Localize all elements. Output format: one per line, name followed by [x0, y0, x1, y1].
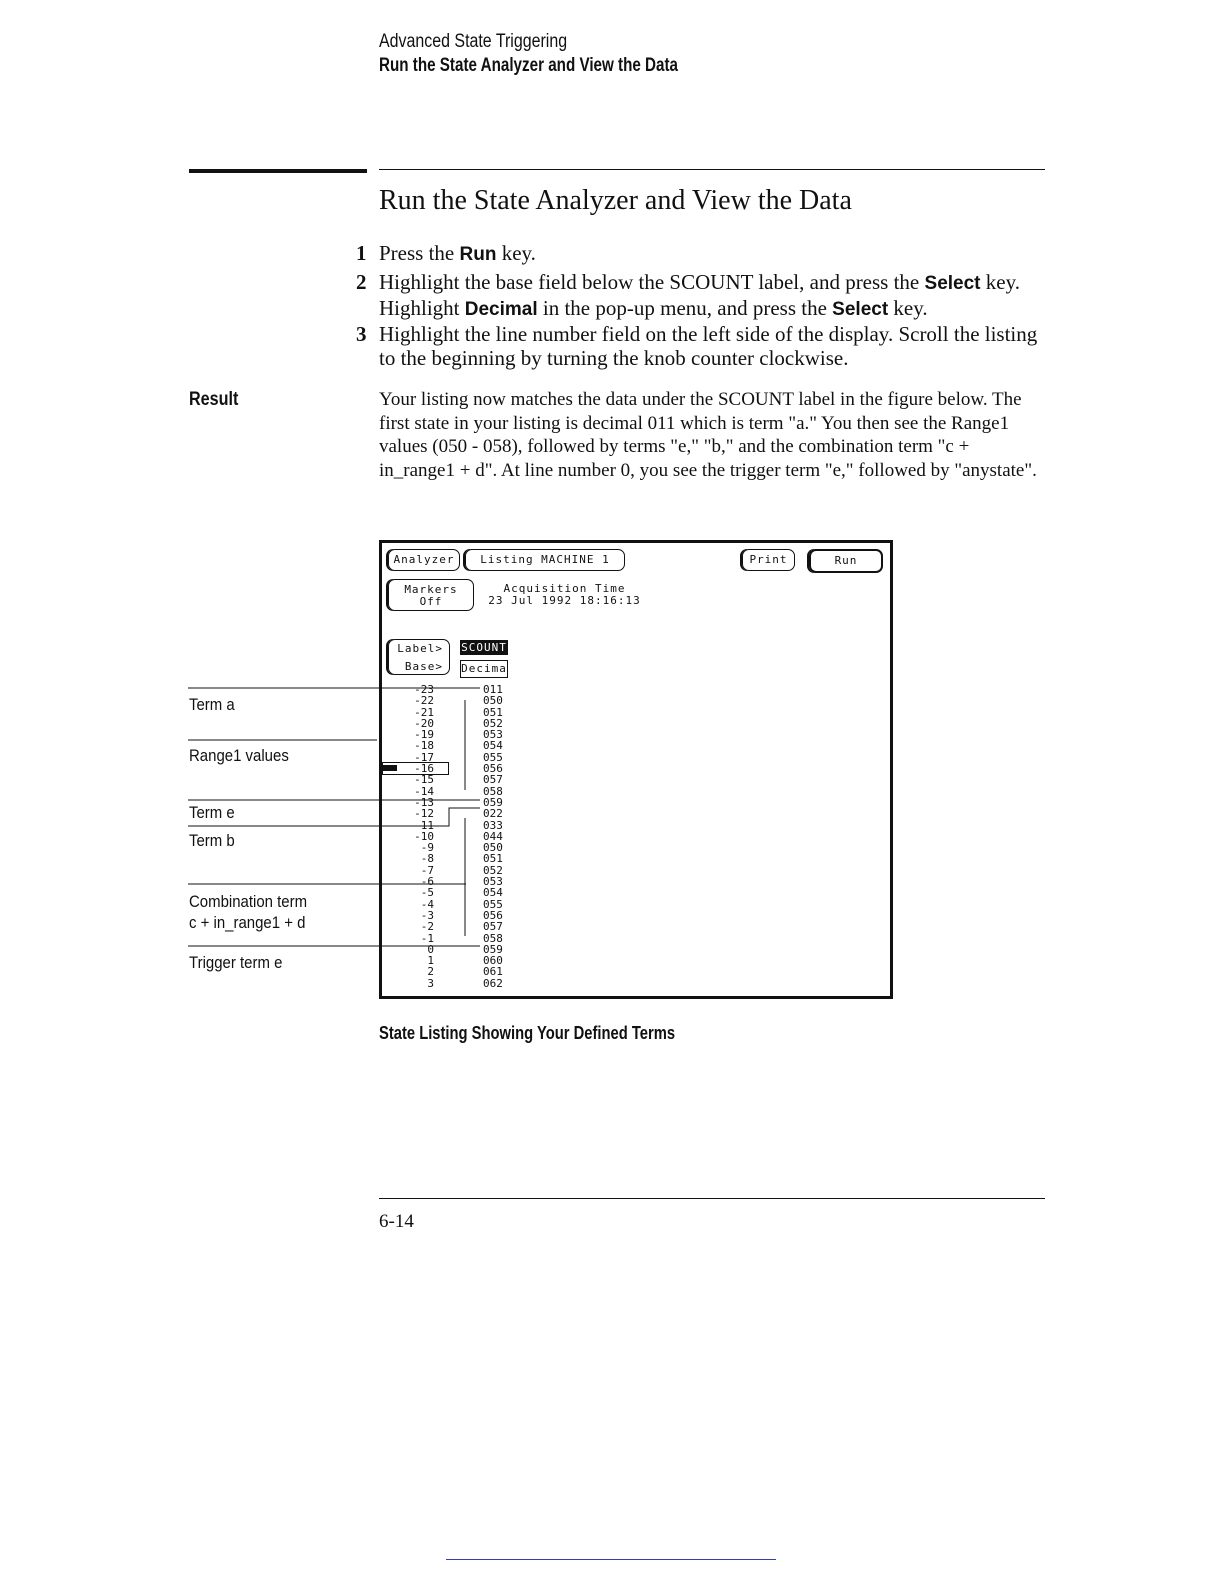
scount-value: 050 [483, 841, 503, 855]
line-number: -23 [414, 683, 434, 696]
select-key-name: Select [924, 273, 981, 294]
step-number: 2 [356, 270, 367, 294]
scount-value: 055 [483, 750, 503, 764]
scount-value: 058 [483, 784, 503, 798]
line-number: -20 [414, 716, 434, 730]
running-header-chapter: Advanced State Triggering [379, 31, 568, 52]
line-number: -21 [414, 705, 434, 719]
base-field-label: Base> [404, 660, 443, 673]
line-number: -18 [414, 739, 434, 753]
acquisition-timestamp: 23 Jul 1992 18:16:13 [488, 594, 641, 607]
line-number: -2 [420, 920, 434, 934]
run-key-name: Run [459, 244, 497, 265]
line-number: -5 [420, 886, 434, 900]
line-number: -19 [414, 728, 434, 742]
run-button[interactable]: Run [809, 549, 883, 573]
line-number: -9 [420, 841, 434, 855]
scount-value: 055 [483, 897, 503, 911]
leader-term-b [188, 808, 480, 826]
scount-value: 056 [483, 762, 503, 776]
scount-value: 059 [483, 795, 503, 809]
scount-value: 057 [483, 773, 503, 787]
label-field-label: Label> [397, 642, 443, 655]
line-number: -16 [414, 762, 434, 776]
line-number: -10 [414, 829, 434, 843]
select-key-name: Select [832, 299, 889, 320]
scount-value: 058 [483, 931, 503, 945]
decimal-option-name: Decimal [464, 299, 538, 320]
scount-value: 050 [483, 694, 503, 708]
step-text: key. Highlight [379, 270, 1020, 320]
line-number: 3 [427, 976, 434, 990]
scount-value: 053 [483, 728, 503, 742]
line-number: -17 [414, 750, 434, 764]
print-button[interactable]: Print [742, 549, 795, 571]
line-number: -4 [420, 897, 434, 911]
line-number: -1 [420, 931, 434, 945]
callout-range1-values: Range1 values [189, 746, 289, 765]
markers-value: Off [419, 595, 443, 608]
callout-trigger-term-e: Trigger term e [189, 953, 283, 972]
line-number: 0 [427, 942, 434, 956]
scount-label[interactable]: SCOUNT [461, 641, 507, 654]
scount-value: 057 [483, 920, 503, 934]
callout-term-a: Term a [189, 695, 235, 714]
line-number: -15 [414, 773, 434, 787]
base-decimal-field[interactable]: Decima [460, 660, 508, 678]
step-number: 3 [356, 322, 367, 346]
scount-value: 054 [483, 886, 503, 900]
scount-value: 051 [483, 705, 503, 719]
step-text: in the pop-up menu, and press the [537, 296, 833, 320]
scount-value: 033 [483, 818, 503, 832]
line-number: -8 [420, 852, 434, 866]
line-number: -14 [414, 784, 434, 798]
scount-value: 011 [483, 683, 503, 696]
scount-value: 060 [483, 954, 503, 968]
line-number: 2 [427, 965, 434, 979]
scount-value: 022 [483, 807, 503, 821]
page-number: 6-14 [379, 1211, 414, 1232]
scount-value: 054 [483, 739, 503, 753]
step-text: Highlight the base field below the SCOUNT label, and press the [379, 270, 925, 294]
analyzer-button[interactable]: Analyzer [388, 549, 460, 571]
scount-value: 056 [483, 908, 503, 922]
footer-rule [379, 1198, 1045, 1199]
step-text: Press the [379, 241, 460, 265]
scount-value: 059 [483, 942, 503, 956]
scount-value: 052 [483, 716, 503, 730]
footer-link-underline [446, 1559, 776, 1560]
callout-term-e: Term e [189, 803, 235, 822]
scount-value: 062 [483, 976, 503, 990]
line-number: -6 [420, 875, 434, 889]
scount-value: 053 [483, 875, 503, 889]
page-title: Run the State Analyzer and View the Data [379, 185, 852, 216]
scount-value: 044 [483, 829, 503, 843]
callout-combination-line1: Combination term [189, 892, 308, 911]
line-number: -22 [414, 694, 434, 708]
listing-machine-button[interactable]: Listing MACHINE 1 [465, 549, 625, 571]
result-label: Result [189, 389, 239, 410]
figure-caption: State Listing Showing Your Defined Terms [379, 1023, 676, 1043]
callout-term-b: Term b [189, 831, 235, 850]
line-number: -13 [414, 795, 434, 809]
scount-value: 061 [483, 965, 503, 979]
step-text: key. [888, 296, 928, 320]
scount-value: 051 [483, 852, 503, 866]
line-number: 1 [427, 954, 434, 968]
running-header-section: Run the State Analyzer and View the Data [379, 55, 679, 76]
line-number: -11 [414, 818, 434, 832]
result-text: Your listing now matches the data under the SCOUNT label in the figure below. The first state in your listing is decimal 011 which is term "a." You then see the Range1 values (050 - 058), followed by terms "e," "b," and the combination term "c + in_range1 + d". At line number 0, you see the trigger term "e," followed by "anystate". [379, 389, 1037, 481]
markers-label: Markers [404, 583, 458, 596]
acquisition-label: Acquisition Time [503, 582, 626, 595]
step-text: key. [496, 241, 536, 265]
callout-combination-line2: c + in_range1 + d [189, 913, 306, 932]
line-number: -7 [420, 863, 434, 877]
scount-value: 052 [483, 863, 503, 877]
step-text: Highlight the line number field on the left side of the display. Scroll the listing to the beginning by turning the knob counter clockwise. [379, 322, 1038, 370]
step-number: 1 [356, 241, 367, 265]
line-number: -12 [414, 807, 434, 821]
line-number: -3 [420, 908, 434, 922]
